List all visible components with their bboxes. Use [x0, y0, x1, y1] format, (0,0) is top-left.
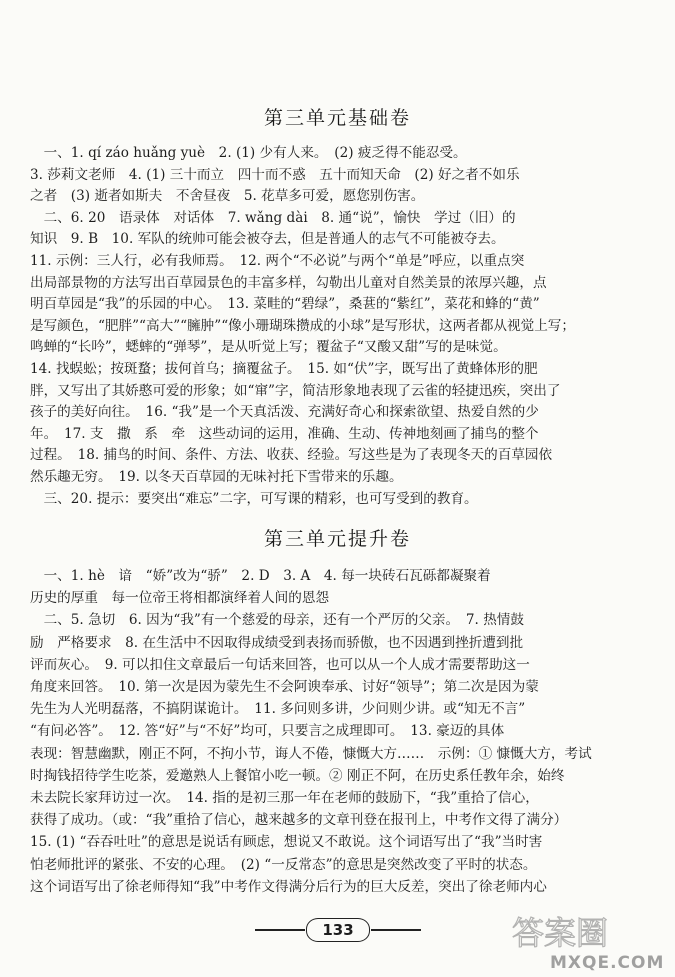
- answer-line: 然乐趣无穷。 19. 以冬天百草园的无味衬托下雪带来的乐趣。: [30, 469, 403, 485]
- answer-line: 角度来回答。 10. 第一次是因为蒙先生不会阿谀奉承、讨好“领导”；第二次是因为蒙: [30, 679, 539, 695]
- answer-line: 明百草园是“我”的乐园的中心。 13. 菜畦的“碧绿”，桑葚的“紫红”，菜花和蜂的“黄”: [30, 296, 540, 313]
- answer-line: 3. 莎莉文老师 4. (1) 三十而立 四十而不惑 五十而知天命 (2) 好之者不如乐: [30, 166, 520, 183]
- answer-line: 鸣蝉的“长吟”，蟋蟀的“弹琴”，是从听觉上写；覆盆子“又酸又甜”写的是味觉。: [30, 339, 507, 356]
- answer-line: 14. 找蜈蚣；按斑蝥；拔何首乌；摘覆盆子。 15. 如“伏”字，既写出了黄蜂体形的肥: [30, 361, 538, 377]
- section-title-advanced: 第三单元提升卷: [263, 528, 411, 550]
- answer-line: 过程。 18. 捕鸟的时间、条件、方法、收获、经验。写这些是为了表现冬天的百草园依: [30, 447, 553, 464]
- answer-line: 二、6. 20 语录体 对话体 7. wǎng dài 8. 通“说”，愉快 学过（旧）的: [30, 209, 516, 226]
- answer-line: 之者 (3) 逝者如斯夫 不舍昼夜 5. 花草多可爱，愿您别伤害。: [30, 188, 425, 205]
- watermark-url: MXQE.COM: [550, 953, 665, 972]
- answer-line: 获得了成功。（或：“我”重拾了信心，越来越多的文章刊登在报刊上，中考作文得了满分）: [30, 812, 568, 829]
- answer-line: 知识 9. B 10. 军队的统帅可能会被夺去，但是普通人的志气不可能被夺去。: [30, 231, 505, 248]
- answer-line: 一、1. hè 谙 “娇”改为“骄” 2. D 3. A 4. 每一块砖石瓦砾都凝聚着: [30, 568, 491, 584]
- answer-line: 时掏钱招待学生吃茶，爱邀熟人上餐馆小吃一顿。② 刚正不阿，在历史系任教年余，始终: [30, 767, 565, 784]
- answer-line: 三、20. 提示：要突出“难忘”二字，可写课的精彩，也可写受到的教育。: [30, 490, 478, 507]
- answer-line: 15. (1) “吞吞吐吐”的意思是说话有顾虑，想说又不敢说。这个词语写出了“我”当时害: [30, 834, 543, 851]
- answer-line: 二、5. 急切 6. 因为“我”有一个慈爱的母亲，还有一个严厉的父亲。 7. 热情鼓: [30, 612, 524, 629]
- page-number: 133: [322, 921, 354, 939]
- answer-line: 历史的厚重 每一位帝王将相都演绎着人间的恩怨: [30, 590, 330, 607]
- watermark-logo: [510, 910, 670, 972]
- answer-line: 是写颜色，“肥胖”“高大”“臃肿”“像小珊瑚珠攒成的小球”是写形状，这两者都从视觉上写；: [30, 317, 575, 334]
- watermark-text: 答案圈: [512, 914, 609, 952]
- answer-line: 一、1. qí záo huǎng yuè 2. (1) 少有人来。 (2) 疲乏得不能忍受。: [30, 145, 467, 161]
- answer-line: 未去院长家拜访过一次。 14. 指的是初三那一年在老师的鼓励下，“我”重拾了信心，: [30, 790, 539, 806]
- answer-line: 胖，又写出了其娇憨可爱的形象；如“窜”字，简洁形象地表现了云雀的轻捷迅疾，突出了: [30, 382, 561, 399]
- page-number-badge: [306, 918, 370, 942]
- answer-line: 励 严格要求 8. 在生活中不因取得成绩受到表扬而骄傲，也不因遇到挫折遭到批: [30, 634, 524, 651]
- answer-line: “有问必答”。 12. 答“好”与“不好”均可，只要言之成理即可。 13. 豪迈的具体: [30, 723, 505, 740]
- answer-line: 先生为人光明磊落，不搞阴谋诡计。 11. 多问则多讲，少问则少讲。或“知无不言”: [30, 701, 526, 718]
- answer-line: 评而灰心。 9. 可以扣住文章最后一句话来回答，也可以从一个人成才需要帮助这一: [30, 656, 530, 673]
- answer-line: 表现：智慧幽默，刚正不阿，不拘小节，诲人不倦，慷慨大方…… 示例：① 慷慨大方，考试: [30, 745, 592, 762]
- answer-line: 怕老师批评的紧张、不安的心理。 (2) “一反常态”的意思是突然改变了平时的状态。: [30, 856, 537, 873]
- answer-line: 出局部景物的方法写出百草园景色的丰富多样，勾勒出儿童对自然美景的浓厚兴趣，点: [30, 274, 547, 291]
- answer-line: 这个词语写出了徐老师得知“我”中考作文得满分后行为的巨大反差，突出了徐老师内心: [30, 878, 547, 895]
- answer-line: 孩子的美好向往。 16. “我”是一个天真活泼、充满好奇心和探索欲望、热爱自然的少: [30, 404, 539, 421]
- answer-line: 年。 17. 支 撒 系 牵 这些动词的运用，准确、生动、传神地刻画了捕鸟的整个: [30, 425, 539, 442]
- answer-line: 11. 示例：三人行，必有我师焉。 12. 两个“不必说”与两个“单是”呼应，以重点突: [30, 253, 525, 269]
- section-title-basic: 第三单元基础卷: [263, 107, 411, 129]
